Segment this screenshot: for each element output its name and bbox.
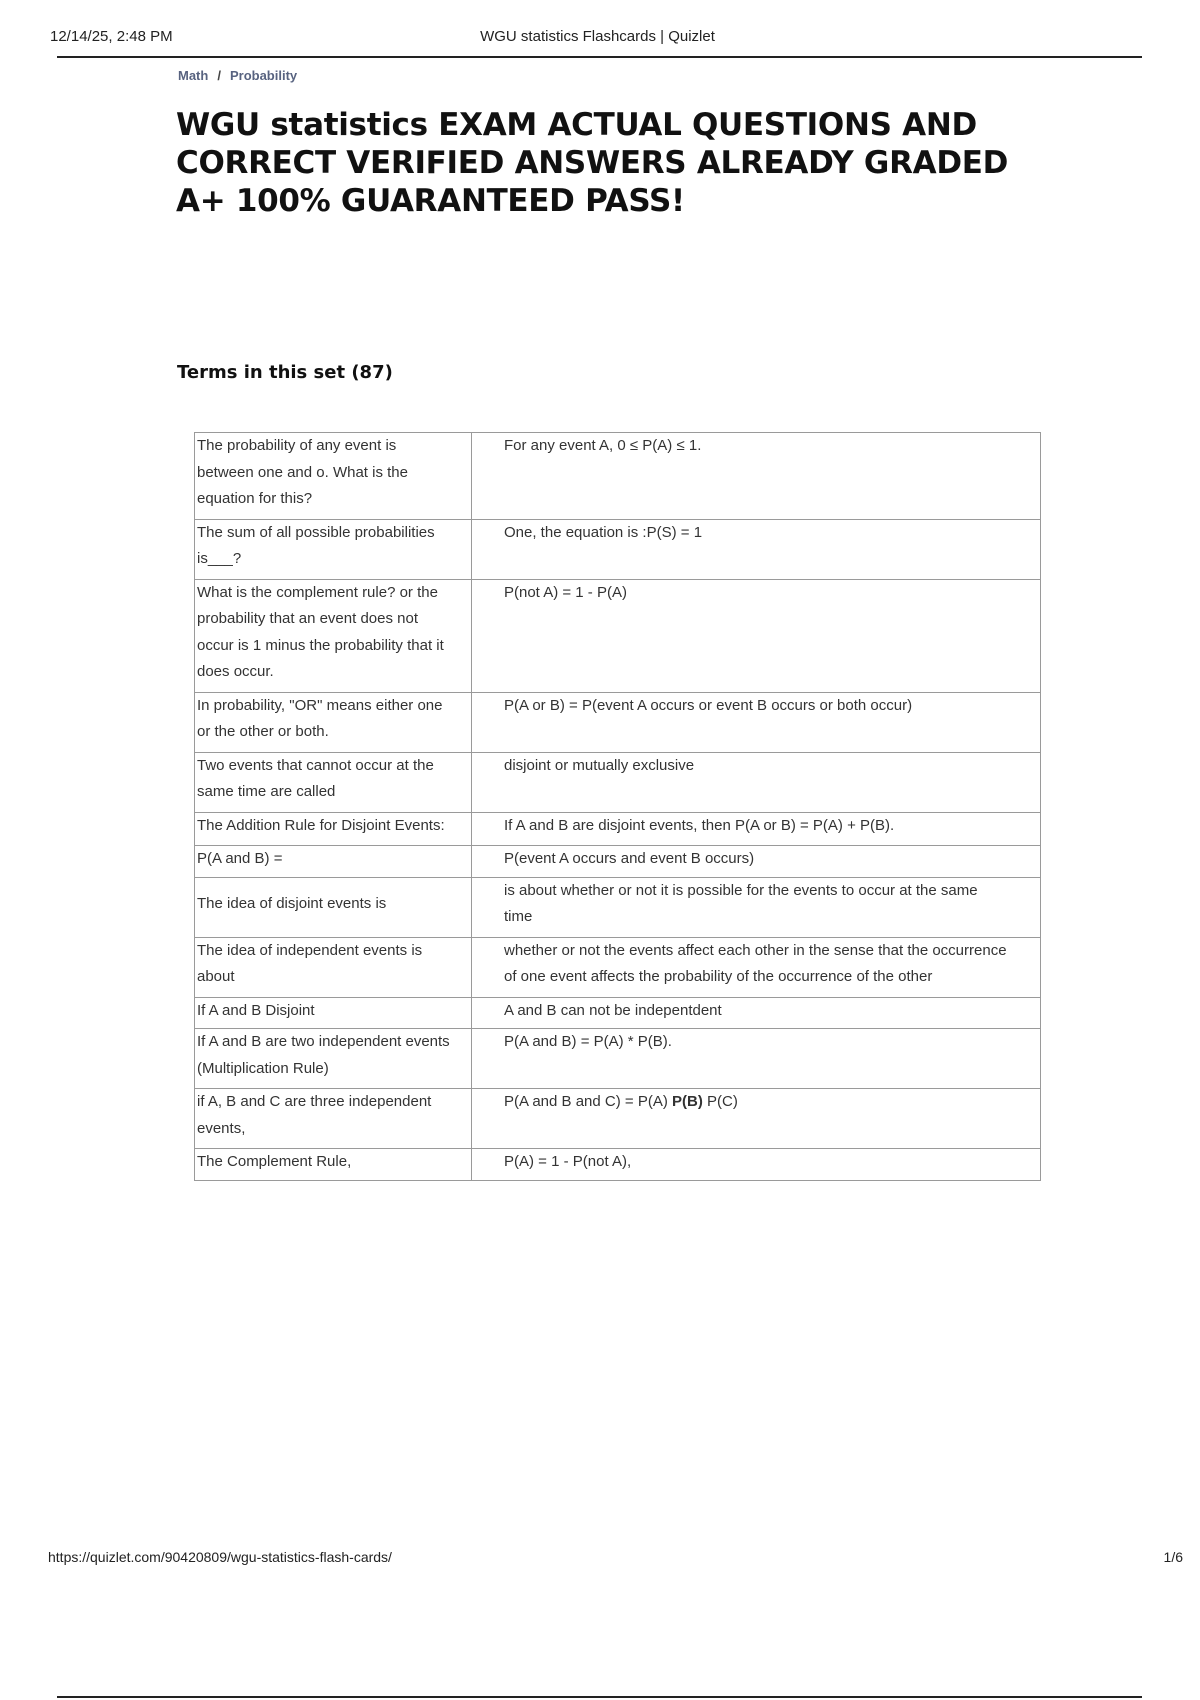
- card-definition: disjoint or mutually exclusive: [472, 752, 1041, 812]
- definition-part: P(A and B and C) = P(A): [504, 1093, 672, 1110]
- terms-heading: Terms in this set (87): [177, 362, 393, 383]
- flashcard-row: [195, 877, 1041, 937]
- header-divider: [57, 56, 1142, 58]
- card-term: The idea of independent events is about: [195, 937, 472, 997]
- card-term: What is the complement rule? or the probability that an event does not occur is 1 minus the probability that it does occur.: [195, 579, 472, 692]
- flashcard-row: [195, 692, 1041, 752]
- card-term: In probability, "OR" means either one or the other or both.: [195, 692, 472, 752]
- flashcard-row: [195, 519, 1041, 579]
- card-definition: whether or not the events affect each other in the sense that the occurrence of one event affects the probability of the occurrence of the other: [472, 937, 1041, 997]
- print-doc-title: WGU statistics Flashcards | Quizlet: [480, 28, 715, 45]
- card-term: The Complement Rule,: [195, 1149, 472, 1181]
- breadcrumb-separator: /: [217, 68, 221, 83]
- card-term: The probability of any event is between one and o. What is the equation for this?: [195, 433, 472, 520]
- flashcard-row: [195, 433, 1041, 520]
- card-term: if A, B and C are three independent events,: [195, 1089, 472, 1149]
- page-number: 1/6: [1163, 1549, 1183, 1565]
- card-term: If A and B Disjoint: [195, 997, 472, 1029]
- card-definition: A and B can not be indepentdent: [472, 997, 1041, 1029]
- card-term: If A and B are two independent events (Multiplication Rule): [195, 1029, 472, 1089]
- card-term: The idea of disjoint events is: [195, 877, 472, 937]
- card-definition: P(A or B) = P(event A occurs or event B occurs or both occur): [472, 692, 1041, 752]
- card-definition: P(event A occurs and event B occurs): [472, 846, 1041, 878]
- card-term: Two events that cannot occur at the same time are called: [195, 752, 472, 812]
- print-date: 12/14/25, 2:48 PM: [50, 28, 173, 45]
- card-term: The Addition Rule for Disjoint Events:: [195, 812, 472, 846]
- card-definition: P(A) = 1 - P(not A),: [472, 1149, 1041, 1181]
- bottom-divider: [57, 1696, 1142, 1698]
- print-footer: [48, 1549, 1183, 1565]
- breadcrumb-item-probability[interactable]: Probability: [229, 68, 298, 83]
- card-definition: For any event A, 0 ≤ P(A) ≤ 1.: [472, 433, 1041, 520]
- print-url[interactable]: https://quizlet.com/90420809/wgu-statistics-flash-cards/: [48, 1549, 392, 1565]
- print-header: [50, 28, 1145, 58]
- definition-part-bold: P(B): [672, 1093, 703, 1110]
- breadcrumb: [178, 68, 297, 83]
- flashcard-row: [195, 937, 1041, 997]
- card-definition: is about whether or not it is possible for the events to occur at the same time: [472, 877, 1041, 937]
- flashcard-row: [195, 846, 1041, 878]
- flashcard-row: [195, 997, 1041, 1029]
- card-definition: P(not A) = 1 - P(A): [472, 579, 1041, 692]
- card-definition: P(A and B) = P(A) * P(B).: [472, 1029, 1041, 1089]
- flashcard-row: [195, 812, 1041, 846]
- card-term: P(A and B) =: [195, 846, 472, 878]
- breadcrumb-item-math[interactable]: Math: [178, 68, 209, 83]
- flashcard-row: [195, 579, 1041, 692]
- card-definition: If A and B are disjoint events, then P(A or B) = P(A) + P(B).: [472, 812, 1041, 846]
- flashcard-table: [194, 432, 1041, 1181]
- flashcard-row: [195, 1089, 1041, 1149]
- flashcard-row: [195, 1029, 1041, 1089]
- flashcard-row: [195, 1149, 1041, 1181]
- page-title: WGU statistics EXAM ACTUAL QUESTIONS AND CORRECT VERIFIED ANSWERS ALREADY GRADED A+ 100% GUARANTEED PASS!: [176, 107, 1009, 219]
- card-definition: One, the equation is :P(S) = 1: [472, 519, 1041, 579]
- flashcard-row: [195, 752, 1041, 812]
- card-term: The sum of all possible probabilities is___?: [195, 519, 472, 579]
- definition-part: P(C): [702, 1093, 738, 1110]
- card-definition: [472, 1089, 1041, 1149]
